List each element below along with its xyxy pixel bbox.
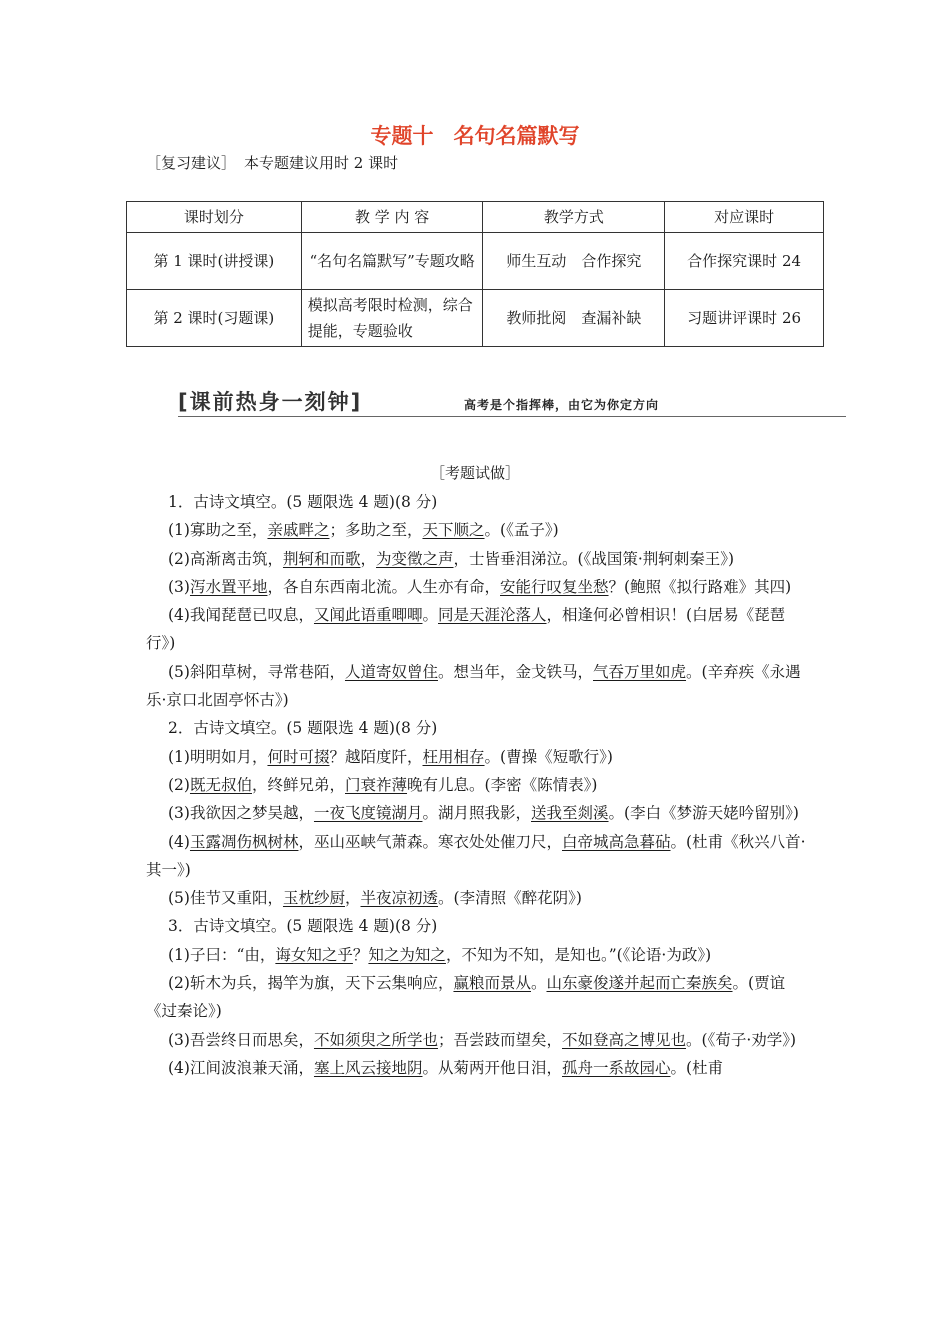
question-text: ，终鲜兄弟，	[251, 775, 345, 794]
banner-heading: [课前热身一刻钟]	[178, 390, 363, 414]
review-advice	[146, 152, 398, 173]
exercise-paragraph	[146, 1026, 806, 1054]
table-header-cell: 教 学 内 容	[301, 202, 483, 233]
answer-text: 玉露凋伤枫树林	[189, 832, 299, 851]
question-text: 。想当年，金戈铁马，	[437, 662, 593, 681]
answer-text: 气吞万里如虎	[593, 662, 687, 681]
title-topic-number: 专题十	[370, 124, 434, 148]
question-text: (3)吾尝终日而思矣，	[168, 1030, 314, 1049]
answer-text: 人道寄奴曾住	[344, 662, 438, 681]
answer-text: 安能行叹复坐愁	[500, 577, 609, 596]
exercise-paragraph	[146, 743, 806, 771]
exercise-paragraph	[146, 771, 806, 799]
question-text: 1．古诗文填空。(5 题限选 4 题)(8 分)	[168, 493, 438, 511]
answer-text: 赢粮而景从	[453, 974, 531, 993]
question-text: ，不知为不知，是知也。”(《论语·为政》)	[445, 945, 712, 964]
question-text: 。(杜甫	[670, 1058, 724, 1077]
answer-text: 送我至剡溪	[531, 804, 609, 823]
question-text: 2．古诗文填空。(5 题限选 4 题)(8 分)	[168, 719, 438, 738]
table-header-cell: 教学方式	[483, 202, 665, 233]
answer-text: 不如须臾之所学也	[313, 1030, 438, 1049]
advice-text: 本专题建议用时 2 课时	[244, 154, 399, 172]
question-text: ；多助之至，	[329, 521, 423, 540]
exercise-paragraph	[146, 828, 806, 885]
answer-text: 半夜凉初透	[360, 889, 439, 908]
question-text: 。(辛弃疾《永遇乐·京口北固亭怀古》)	[146, 662, 801, 710]
answer-text: 天下顺之	[422, 521, 485, 540]
exercise-paragraph	[146, 799, 806, 827]
advice-tag: ［复习建议］	[146, 154, 237, 172]
warmup-banner	[178, 386, 846, 417]
answer-text: 为变徵之声	[376, 549, 454, 568]
exercise-paragraph	[146, 516, 806, 544]
question-text: (5)佳节又重阳，	[168, 889, 283, 908]
table-cell: 第 1 课时(讲授课)	[127, 233, 302, 290]
answer-text: 白帝城高急暮砧	[562, 832, 671, 851]
table-row	[127, 290, 824, 347]
answer-text: 塞上风云接地阴	[313, 1058, 423, 1077]
question-text: 。	[422, 606, 438, 625]
question-text: (1)明明如月，	[168, 747, 268, 766]
exercise-paragraph	[146, 1054, 806, 1082]
table-cell: “名句名篇默写”专题攻略	[301, 233, 483, 290]
question-text: (1)子曰：“由，	[168, 945, 276, 964]
question-text: (1)寡助之至，	[168, 521, 268, 540]
answer-text: 枉用相存	[422, 747, 485, 766]
answer-text: 玉枕纱厨	[282, 889, 345, 908]
exercise-paragraph	[146, 488, 806, 516]
question-text: 晚有儿息。(李密《陈情表》)	[407, 775, 598, 794]
answer-text: 孤舟一系故园心	[562, 1058, 671, 1077]
answer-text: 又闻此语重唧唧	[313, 606, 423, 625]
question-text: ，	[360, 549, 376, 568]
answer-text: 不如登高之博见也	[562, 1030, 687, 1049]
question-text: ，巫山巫峡气萧森。寒衣处处催刀尺，	[298, 832, 562, 851]
question-text: 。(《孟子》)	[484, 521, 559, 540]
banner-slogan: 高考是个指挥棒，由它为你定方向	[464, 398, 660, 412]
exercise-paragraph	[146, 573, 806, 601]
question-text: ，相逢何必曾相识！(白居易《琵琶行》)	[146, 606, 786, 653]
answer-text: 同是天涯沦落人	[438, 606, 547, 625]
question-text: 。(曹操《短歌行》)	[484, 747, 613, 766]
table-cell: 教师批阅 查漏补缺	[483, 290, 665, 347]
lesson-plan-table	[126, 201, 824, 347]
question-text: (3)我欲因之梦吴越，	[168, 804, 314, 823]
answer-text: 知之为知之	[368, 945, 446, 964]
question-text: (4)	[168, 832, 190, 851]
question-text: ？(鲍照《拟行路难》其四)	[608, 577, 792, 596]
answer-text: 泻水置平地	[189, 577, 268, 596]
exercise-paragraph	[146, 912, 806, 940]
answer-text: 诲女知之乎	[275, 945, 353, 964]
question-text: 。(《荀子·劝学》)	[686, 1030, 797, 1049]
question-text: 。湖月照我影，	[422, 804, 531, 823]
question-text: 。从菊两开他日泪，	[422, 1058, 562, 1077]
question-text: ？	[352, 945, 369, 964]
table-cell: 习题讲评课时 26	[665, 290, 824, 347]
question-text: ？越陌度阡，	[329, 747, 423, 766]
question-text: (3)	[168, 577, 190, 596]
table-header-cell: 对应课时	[665, 202, 824, 233]
title-topic-name: 名句名篇默写	[453, 124, 580, 148]
question-text: ，各自东西南北流。人生亦有命，	[267, 577, 500, 596]
table-header-row	[127, 202, 824, 233]
question-text: ，士皆垂泪涕泣。(《战国策·荆轲刺秦王》)	[453, 549, 735, 568]
exercise-content	[146, 488, 806, 1082]
answer-text: 荆轲和而歌	[282, 549, 361, 568]
exercise-paragraph	[146, 601, 806, 658]
question-text: (5)斜阳草树，寻常巷陌，	[168, 662, 345, 681]
answer-text: 山东豪俊遂并起而亡秦族矣	[546, 974, 733, 993]
table-cell: 第 2 课时(习题课)	[127, 290, 302, 347]
question-text: (4)我闻琵琶已叹息，	[168, 606, 314, 625]
exercise-paragraph	[146, 545, 806, 573]
exercise-paragraph	[146, 884, 806, 912]
table-row	[127, 233, 824, 290]
exercise-paragraph	[146, 969, 806, 1026]
question-text: (2)	[168, 775, 190, 794]
question-text: 3．古诗文填空。(5 题限选 4 题)(8 分)	[168, 917, 438, 936]
question-text: 。(贾谊《过秦论》)	[146, 974, 786, 1021]
question-text: ；吾尝跂而望矣，	[437, 1030, 562, 1049]
answer-text: 何时可掇	[267, 747, 330, 766]
table-header-cell: 课时划分	[127, 202, 302, 233]
question-text: 。(李白《梦游天姥吟留别》)	[608, 804, 799, 823]
section-label: ［考题试做］	[429, 464, 520, 482]
page-title	[0, 120, 950, 150]
table-cell: 师生互动 合作探究	[483, 233, 665, 290]
exercise-paragraph	[146, 714, 806, 742]
answer-text: 既无叔伯	[189, 775, 252, 794]
question-text: 。(杜甫《秋兴八首·其一》)	[146, 832, 806, 879]
table-cell: 模拟高考限时检测，综合提能，专题验收	[301, 290, 483, 347]
question-text: 。	[530, 974, 547, 993]
question-text: (4)江间波浪兼天涌，	[168, 1058, 314, 1077]
exercise-paragraph	[146, 658, 806, 715]
question-text: ，	[344, 889, 361, 908]
answer-text: 亲戚畔之	[267, 521, 330, 540]
question-text: 。(李清照《醉花阴》)	[438, 889, 582, 908]
question-text: (2)高渐离击筑，	[168, 549, 283, 568]
answer-text: 门衰祚薄	[345, 775, 408, 794]
answer-text: 一夜飞度镜湖月	[313, 804, 423, 823]
question-text: (2)斩木为兵，揭竿为旗，天下云集响应，	[168, 974, 454, 993]
table-cell: 合作探究课时 24	[665, 233, 824, 290]
exercise-paragraph	[146, 941, 806, 969]
